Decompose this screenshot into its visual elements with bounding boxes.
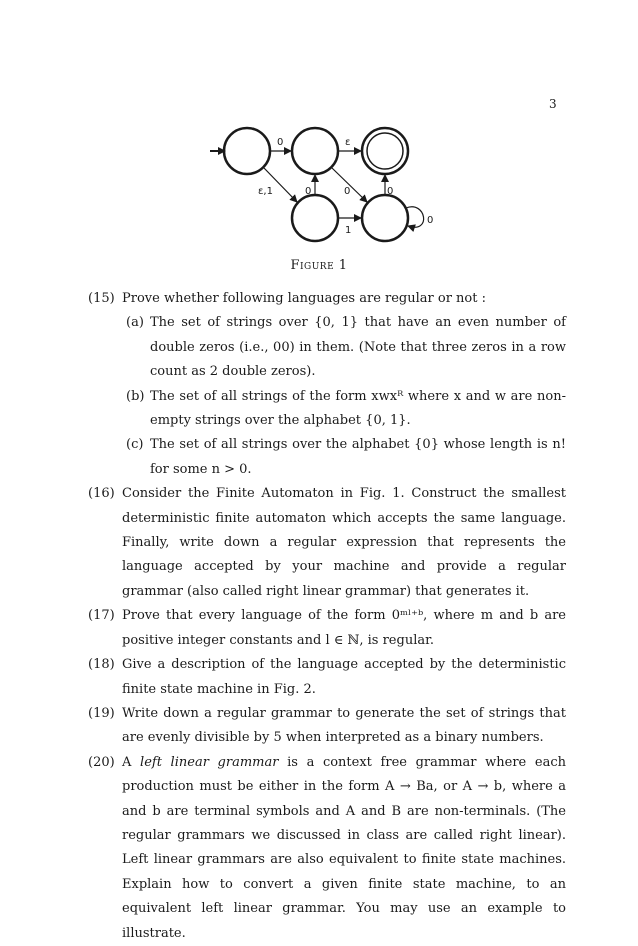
- problem-16: [88, 482, 566, 604]
- state-q4: [292, 195, 338, 241]
- problem-number: (17): [88, 608, 115, 624]
- problem-text: A left linear grammar is a context free grammar where each production must be either in the form A → Ba, or A → b, where a and b are terminal symbols and A and B are non-terminals. (The regular grammars we discussed in class are called right linear). Left linear grammars are also equivalent to finite state machines. Explain how to convert a given finite state machine, to an equivalent left linear grammar. You may use an example to illustrate.: [122, 754, 566, 941]
- finite-automaton-diagram: [198, 112, 438, 247]
- label-q1-q2: 0: [277, 137, 284, 148]
- problem-15a: [88, 311, 566, 384]
- label-q2-q3: ε: [345, 137, 351, 148]
- label-q4-q2: 0: [305, 186, 312, 197]
- problem-text: Prove whether following languages are regular or not :: [122, 291, 486, 306]
- subpart-text: The set of strings over {0, 1} that have an even number of double zeros (i.e., 00) in them. (Note that three zeros in a row count as 2 double zeros).: [150, 315, 566, 380]
- problem-text: Write down a regular grammar to generate the set of strings that are evenly divisible by 5 when interpreted as a binary numbers.: [122, 705, 566, 746]
- problem-17: [88, 604, 566, 653]
- state-q2: [292, 128, 338, 174]
- label-q4-q5: 1: [345, 225, 352, 236]
- state-q3-accepting-inner: [367, 133, 403, 169]
- subpart-text: The set of all strings over the alphabet {0} whose length is n! for some n > 0.: [150, 437, 566, 477]
- subpart-label: (c): [126, 437, 144, 453]
- problem-number: (19): [88, 705, 115, 721]
- subpart-label: (b): [126, 388, 145, 404]
- problem-number: (16): [88, 486, 115, 502]
- label-q5-q3: 0: [387, 186, 394, 197]
- label-q5-self: 0: [427, 215, 434, 226]
- problem-15b: [88, 385, 566, 434]
- figure-caption: Figure 1: [290, 258, 348, 273]
- problem-number: (20): [88, 754, 115, 770]
- problem-text: Consider the Finite Automaton in Fig. 1. Construct the smallest deterministic finite automaton which accepts the same language. Finally, write down a regular expression that represents the language accepted by your machine and provide a regular grammar (also called right linear grammar) that generates it.: [122, 486, 566, 599]
- problem-20: [88, 751, 566, 946]
- state-q3-accepting-outer: [362, 128, 408, 174]
- problem-text: Give a description of the language accepted by the deterministic finite state machine in Fig. 2.: [122, 657, 566, 697]
- problem-text: Prove that every language of the form 0ᵐˡ⁺ᵇ, where m and b are positive integer constants and l ∈ ℕ, is regular.: [122, 608, 566, 648]
- italic-term: left linear grammar: [140, 754, 279, 770]
- problem-number: (18): [88, 657, 115, 673]
- problem-18: [88, 653, 566, 702]
- label-q2-q5: 0: [344, 186, 351, 197]
- subpart-text: The set of all strings of the form xwxᴿ where x and w are non-empty strings over the alphabet {0, 1}.: [150, 388, 566, 429]
- problem-list: [88, 287, 566, 946]
- state-q1: [224, 128, 270, 174]
- problem-15c: [88, 433, 566, 482]
- state-q5: [362, 195, 408, 241]
- problem-19: [88, 702, 566, 751]
- problem-15: [88, 287, 566, 311]
- page-number: 3: [549, 97, 557, 111]
- label-q4-q1: ε,1: [258, 186, 273, 197]
- problem-number: (15): [88, 291, 115, 306]
- subpart-label: (a): [126, 315, 144, 331]
